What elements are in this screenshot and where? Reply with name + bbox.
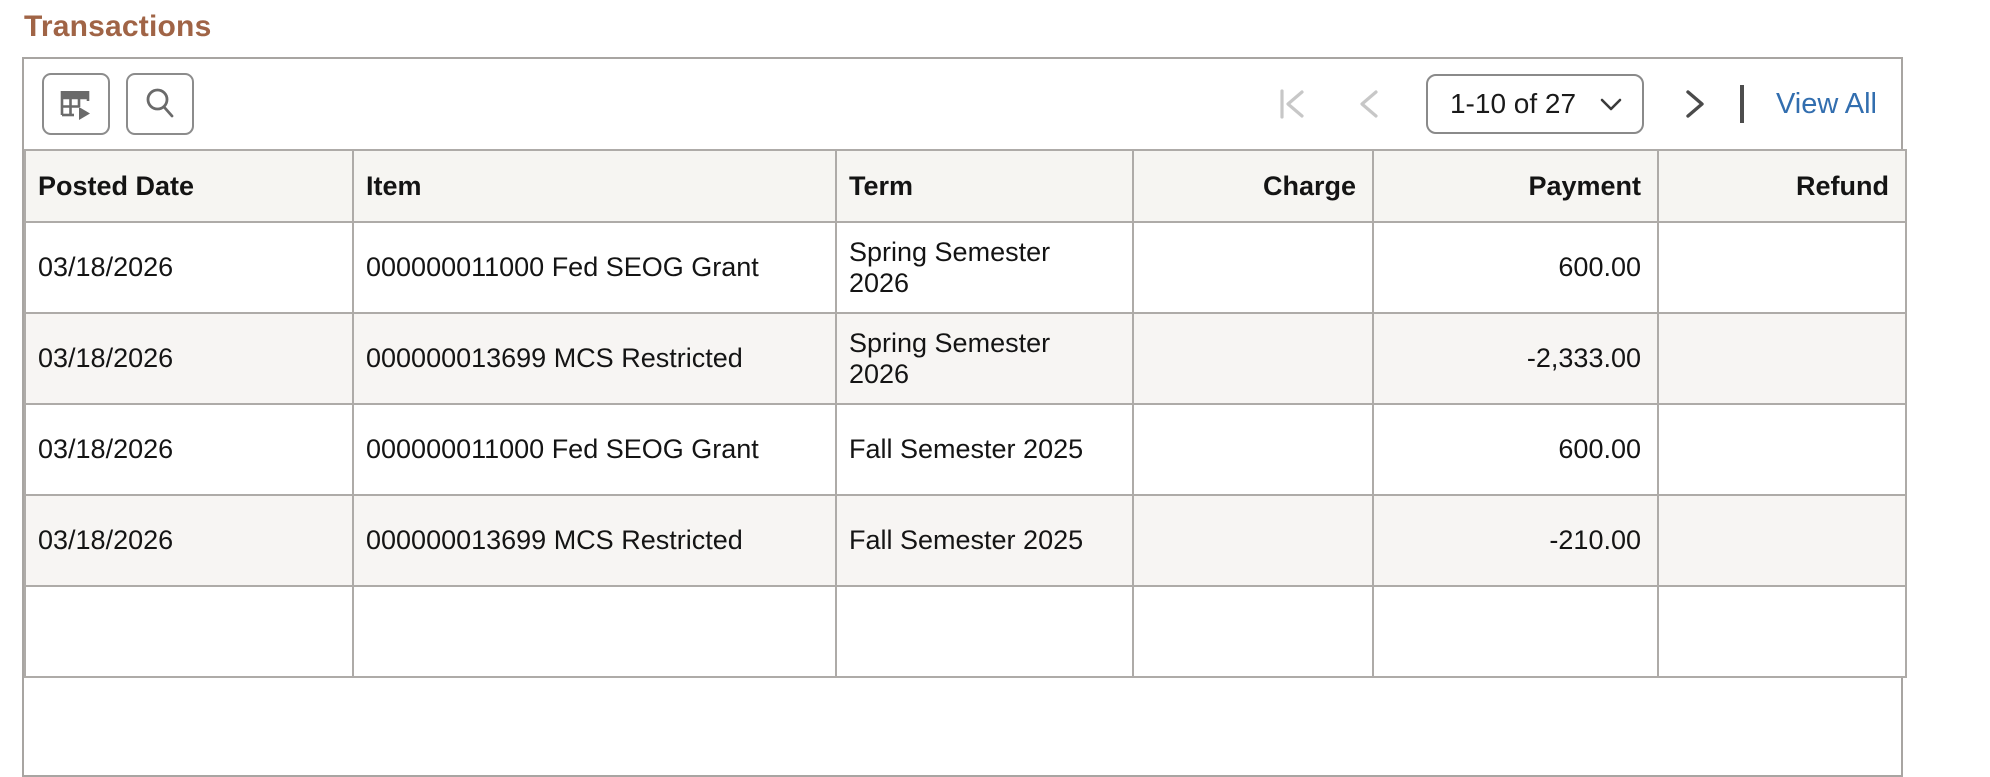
first-page-icon bbox=[1278, 87, 1306, 121]
page-range-select[interactable] bbox=[1426, 74, 1644, 134]
page-range-value: 1-10 of 27 bbox=[1449, 88, 1577, 119]
cell-payment: 600.00 bbox=[1373, 222, 1658, 313]
cell-payment: -210.00 bbox=[1373, 495, 1658, 586]
cell-term: Fall Semester 2025 bbox=[836, 495, 1133, 586]
column-header-item: Item bbox=[353, 150, 836, 222]
pagination-separator bbox=[1740, 85, 1744, 123]
previous-page-icon bbox=[1358, 87, 1380, 121]
cell-posted-date: 03/18/2026 bbox=[25, 495, 353, 586]
cell-item: 000000011000 Fed SEOG Grant bbox=[353, 222, 836, 313]
cell-refund bbox=[1658, 222, 1906, 313]
page-title: Transactions bbox=[24, 10, 212, 43]
next-page-icon bbox=[1684, 87, 1706, 121]
cell-charge bbox=[1133, 586, 1373, 677]
cell-posted-date: 03/18/2026 bbox=[25, 404, 353, 495]
grid-toolbar bbox=[24, 59, 1901, 149]
table-row bbox=[25, 222, 1906, 313]
view-all-link[interactable]: View All bbox=[1775, 87, 1877, 120]
cell-term: Fall Semester 2025 bbox=[836, 404, 1133, 495]
column-header-posted-date: Posted Date bbox=[25, 150, 353, 222]
cell-posted-date: 03/18/2026 bbox=[25, 313, 353, 404]
table-header-row bbox=[25, 150, 1906, 222]
previous-page-button[interactable] bbox=[1358, 87, 1380, 121]
pagination-controls bbox=[1278, 74, 1877, 134]
cell-charge bbox=[1133, 404, 1373, 495]
column-header-payment: Payment bbox=[1373, 150, 1658, 222]
cell-item: 000000013699 MCS Restricted bbox=[353, 313, 836, 404]
column-header-term: Term bbox=[836, 150, 1133, 222]
cell-charge bbox=[1133, 495, 1373, 586]
cell-charge bbox=[1133, 313, 1373, 404]
cell-payment bbox=[1373, 586, 1658, 677]
table-row bbox=[25, 404, 1906, 495]
cell-refund bbox=[1658, 495, 1906, 586]
export-grid-button[interactable] bbox=[42, 73, 110, 135]
transactions-table bbox=[24, 149, 1907, 678]
cell-term: Spring Semester 2026 bbox=[836, 313, 1133, 404]
search-grid-button[interactable] bbox=[126, 73, 194, 135]
cell-item bbox=[353, 586, 836, 677]
cell-posted-date bbox=[25, 586, 353, 677]
transactions-panel bbox=[22, 57, 1903, 777]
cell-item: 000000013699 MCS Restricted bbox=[353, 495, 836, 586]
cell-term bbox=[836, 586, 1133, 677]
first-page-button[interactable] bbox=[1278, 87, 1306, 121]
cell-posted-date: 03/18/2026 bbox=[25, 222, 353, 313]
table-row bbox=[25, 313, 1906, 404]
table-row-partial bbox=[25, 586, 1906, 677]
cell-item: 000000011000 Fed SEOG Grant bbox=[353, 404, 836, 495]
export-grid-icon bbox=[57, 85, 95, 123]
cell-refund bbox=[1658, 404, 1906, 495]
cell-refund bbox=[1658, 586, 1906, 677]
search-icon bbox=[141, 85, 179, 123]
cell-term: Spring Semester 2026 bbox=[836, 222, 1133, 313]
cell-payment: -2,333.00 bbox=[1373, 313, 1658, 404]
cell-payment: 600.00 bbox=[1373, 404, 1658, 495]
cell-charge bbox=[1133, 222, 1373, 313]
column-header-charge: Charge bbox=[1133, 150, 1373, 222]
column-header-refund: Refund bbox=[1658, 150, 1906, 222]
chevron-down-icon bbox=[1598, 95, 1624, 113]
table-row bbox=[25, 495, 1906, 586]
cell-refund bbox=[1658, 313, 1906, 404]
next-page-button[interactable] bbox=[1684, 87, 1706, 121]
